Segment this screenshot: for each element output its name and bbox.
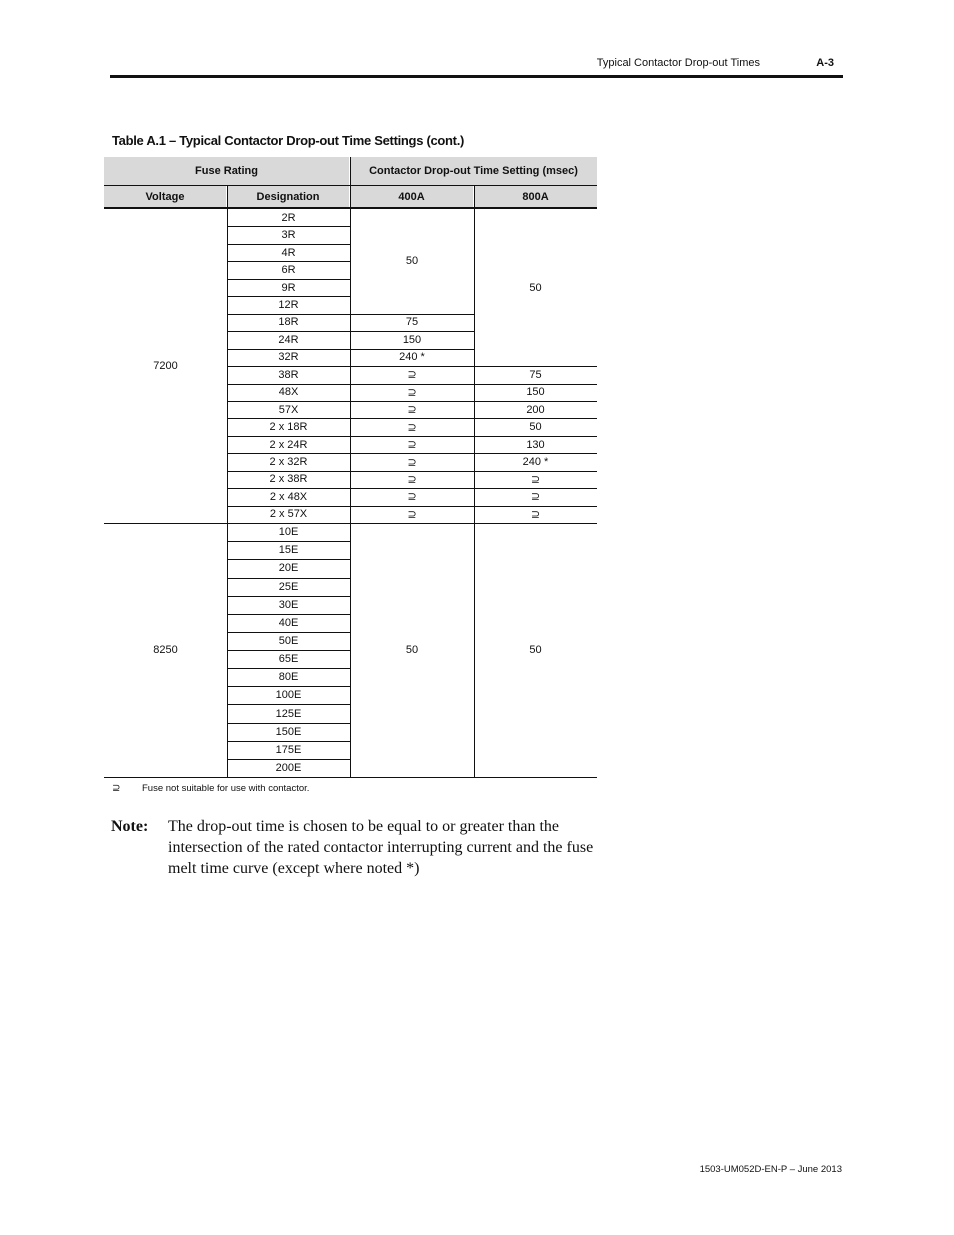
table-hline xyxy=(227,384,350,385)
header-section-title: Typical Contactor Drop-out Times xyxy=(596,57,760,69)
table-hline xyxy=(350,453,474,454)
table-hline xyxy=(227,559,350,560)
designation-cell: 2 x 57X xyxy=(269,508,308,521)
table-hline xyxy=(227,279,350,280)
note-body: The drop-out time is chosen to be equal to or greater than the intersection of the rated contactor interrupting current and the fuse melt time curve (except where noted *) xyxy=(168,818,594,877)
value-400a-cell: ⊇ xyxy=(407,386,417,399)
value-400a-cell: ⊇ xyxy=(407,491,417,504)
table-hline xyxy=(350,401,474,402)
table-hline xyxy=(227,578,350,579)
value-800a-cell: 130 xyxy=(526,438,545,451)
designation-cell: 32R xyxy=(278,351,299,364)
designation-cell: 20E xyxy=(278,562,299,575)
value-800a-cell: ⊇ xyxy=(530,508,541,521)
table-vline xyxy=(350,209,351,777)
table-hline xyxy=(474,366,597,367)
table-hline xyxy=(474,401,597,402)
table-hline xyxy=(350,418,474,419)
designation-cell: 200E xyxy=(275,761,302,774)
table-hline xyxy=(227,226,350,227)
table-hline xyxy=(350,366,474,367)
fuse-rating-header: Fuse Rating xyxy=(104,157,349,185)
designation-cell: 10E xyxy=(278,526,299,539)
designation-cell: 15E xyxy=(278,544,299,557)
value-800a-cell: 75 xyxy=(529,368,542,381)
table-hline xyxy=(227,650,350,651)
table-hline xyxy=(474,453,597,454)
table-hline xyxy=(227,614,350,615)
header-page-number: A-3 xyxy=(816,57,834,69)
table-hline xyxy=(227,741,350,742)
designation-cell: 57X xyxy=(278,403,299,416)
table-hline xyxy=(227,541,350,542)
table-hline xyxy=(227,366,350,367)
value-800a-cell: 50 xyxy=(529,281,542,294)
dropout-header: Contactor Drop-out Time Setting (msec) xyxy=(350,157,597,185)
table-vline xyxy=(350,157,351,209)
designation-cell: 38R xyxy=(278,368,299,381)
table-hline xyxy=(227,296,350,297)
table-hline xyxy=(350,471,474,472)
table-hline xyxy=(227,453,350,454)
table-vline xyxy=(227,209,228,777)
value-800a-cell: 200 xyxy=(526,403,545,416)
table-hline xyxy=(474,506,597,507)
footnote-symbol: ⊇ xyxy=(112,783,121,794)
designation-cell: 50E xyxy=(278,634,299,647)
designation-column-header: Designation xyxy=(227,186,349,208)
table-hline xyxy=(350,314,474,315)
value-400a-cell: ⊇ xyxy=(407,508,417,521)
designation-cell: 3R xyxy=(281,229,296,242)
table-hline xyxy=(474,418,597,419)
designation-cell: 24R xyxy=(278,333,299,346)
value-400a-cell: ⊇ xyxy=(407,456,417,469)
table-hline xyxy=(227,596,350,597)
designation-cell: 175E xyxy=(275,743,302,756)
voltage-cell: 8250 xyxy=(153,644,178,657)
designation-cell: 150E xyxy=(275,725,302,738)
table-hline xyxy=(227,471,350,472)
value-400a-cell: ⊇ xyxy=(407,404,417,417)
table-hline xyxy=(474,436,597,437)
footer-doc-ref: 1503-UM052D-EN-P – June 2013 xyxy=(699,1164,842,1175)
voltage-cell: 7200 xyxy=(153,360,178,373)
designation-cell: 40E xyxy=(278,616,299,629)
designation-cell: 125E xyxy=(275,707,302,720)
table-hline xyxy=(350,506,474,507)
table-hline xyxy=(227,723,350,724)
value-800a-cell: 50 xyxy=(529,421,542,434)
designation-cell: 80E xyxy=(278,671,299,684)
table-hline xyxy=(227,436,350,437)
table-hline xyxy=(350,488,474,489)
value-800a-cell: 150 xyxy=(526,386,545,399)
designation-cell: 4R xyxy=(281,246,296,259)
table-hline xyxy=(227,261,350,262)
table-hline xyxy=(474,471,597,472)
table-hline xyxy=(227,488,350,489)
table-caption: Table A.1 – Typical Contactor Drop-out Time Settings (cont.) xyxy=(112,133,465,148)
table-vline xyxy=(474,186,475,207)
table-hline xyxy=(227,401,350,402)
designation-cell: 2 x 32R xyxy=(269,456,308,469)
designation-cell: 2 x 48X xyxy=(269,490,308,503)
table-hline xyxy=(350,384,474,385)
header-rule xyxy=(110,75,843,78)
value-400a-cell: 50 xyxy=(405,644,419,657)
table-hline xyxy=(474,488,597,489)
value-400a-cell: ⊇ xyxy=(407,473,417,486)
footnote-text: Fuse not suitable for use with contactor. xyxy=(142,783,310,794)
value-400a-cell: ⊇ xyxy=(407,421,417,434)
value-400a-cell: ⊇ xyxy=(407,439,417,452)
designation-cell: 18R xyxy=(278,316,299,329)
value-800a-cell: ⊇ xyxy=(530,491,541,504)
table-hline xyxy=(227,314,350,315)
value-800a-cell: 50 xyxy=(529,644,542,657)
value-400a-cell: 50 xyxy=(405,255,419,268)
table-hline xyxy=(227,704,350,705)
designation-cell: 2 x 38R xyxy=(269,473,308,486)
designation-cell: 65E xyxy=(278,653,299,666)
value-800a-cell: ⊇ xyxy=(530,473,541,486)
table-hline xyxy=(350,349,474,350)
table-hline xyxy=(350,436,474,437)
table-vline xyxy=(474,209,475,777)
voltage-column-header: Voltage xyxy=(104,186,226,208)
table-hline xyxy=(227,686,350,687)
designation-cell: 12R xyxy=(278,298,299,311)
designation-cell: 100E xyxy=(275,689,302,702)
designation-cell: 25E xyxy=(278,580,299,593)
designation-cell: 9R xyxy=(281,281,296,294)
table-hline xyxy=(227,759,350,760)
designation-cell: 2 x 24R xyxy=(269,438,308,451)
value-400a-cell: 150 xyxy=(402,333,422,346)
table-hline xyxy=(227,668,350,669)
table-hline xyxy=(227,632,350,633)
table-hline xyxy=(227,244,350,245)
value-800a-cell: 240 * xyxy=(522,456,549,469)
400a-column-header: 400A xyxy=(350,186,473,208)
designation-cell: 2R xyxy=(281,211,296,224)
table-hline xyxy=(227,506,350,507)
designation-cell: 2 x 18R xyxy=(269,421,308,434)
table-hline xyxy=(227,331,350,332)
table-hline xyxy=(350,331,474,332)
designation-cell: 30E xyxy=(278,598,299,611)
value-400a-cell: 75 xyxy=(405,316,419,329)
designation-cell: 48X xyxy=(278,386,299,399)
value-400a-cell: 240 * xyxy=(399,351,425,364)
800a-column-header: 800A xyxy=(474,186,597,208)
value-400a-cell: ⊇ xyxy=(407,369,417,382)
designation-cell: 6R xyxy=(281,264,296,277)
table-vline xyxy=(227,186,228,207)
note-label: Note: xyxy=(111,818,149,835)
table-hline xyxy=(474,384,597,385)
table-hline xyxy=(227,418,350,419)
table-hline xyxy=(227,349,350,350)
table-hline xyxy=(104,777,597,778)
